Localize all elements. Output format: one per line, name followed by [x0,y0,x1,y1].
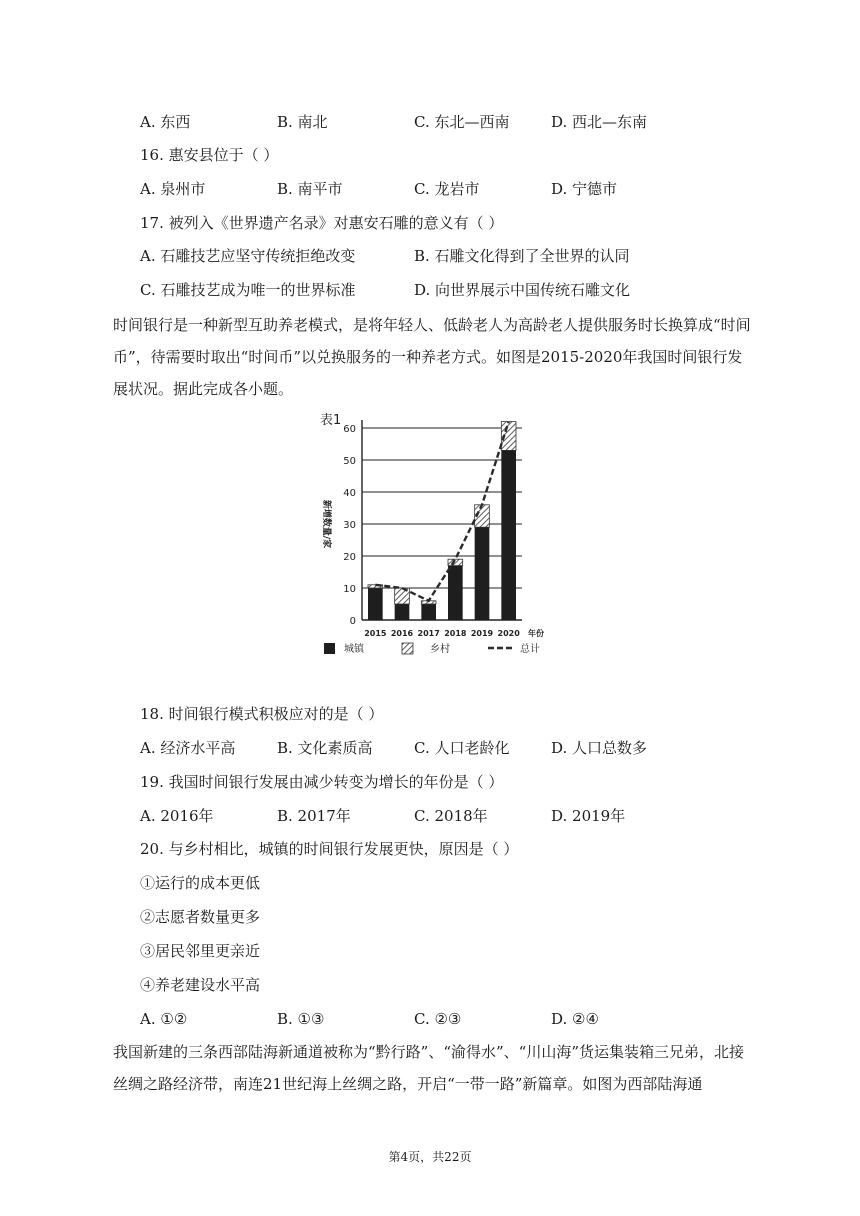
y-axis-label: 新增数量/家 [321,499,331,549]
q16-option-b: B. 南平市 [277,180,343,198]
q20-item-4: ④养老建设水平高 [140,976,261,994]
passage-time-bank: 时间银行是一种新型互助养老模式，是将年轻人、低龄老人为高龄老人提供服务时长换算成“时间币”，待需要时取出“时间币”以兑换服务的一种养老方式。如图是2015-2020年我国时间银行发展状况。据此完成各小题。 [113,316,751,398]
q17-option-b: B. 石雕文化得到了全世界的认同 [414,247,630,265]
legend-label-rural: 乡村 [430,644,450,655]
bar-urban [501,450,516,620]
q19-stem: 19. 我国时间银行发展由减少转变为增长的年份是（ ） [140,773,504,791]
q18-option-d: D. 人口总数多 [551,739,648,757]
q16-stem: 16. 惠安县位于（ ） [140,146,279,164]
bar-urban [421,604,436,620]
q20-option-d: D. ②④ [551,1010,599,1028]
chart-title: 表1 [320,413,342,428]
legend-label-total: 总计 [520,644,540,655]
q15-option-c: C. 东北—西南 [414,113,510,131]
bar-urban [395,604,410,620]
x-tick-label: 2017 [417,629,440,638]
x-axis-label: 年份 [528,629,544,638]
y-tick-label: 60 [343,424,356,435]
q17-option-a: A. 石雕技艺应坚守传统拒绝改变 [140,247,356,265]
q19-option-b: B. 2017年 [277,807,351,825]
bar-urban [448,566,463,620]
y-tick-label: 50 [343,456,356,467]
x-tick-label: 2015 [364,629,387,638]
passage-land-sea-corridor: 我国新建的三条西部陆海新通道被称为“黔行路”、“渝得水”、“川山海”货运集装箱三兄弟，北接丝绸之路经济带，南连21世纪海上丝绸之路，开启“一带一路”新篇章。如图为西部陆海通 [113,1043,745,1093]
q17-option-d: D. 向世界展示中国传统石雕文化 [414,281,631,299]
q18-option-a: A. 经济水平高 [140,739,236,757]
q18-stem: 18. 时间银行模式积极应对的是（ ） [140,705,384,723]
q19-option-c: C. 2018年 [414,807,488,825]
q20-stem: 20. 与乡村相比，城镇的时间银行发展更快，原因是（ ） [140,840,519,858]
time-bank-chart [310,408,550,670]
legend-swatch-urban [324,643,335,654]
q17-stem: 17. 被列入《世界遗产名录》对惠安石雕的意义有（ ） [140,214,504,232]
q15-option-b: B. 南北 [277,113,328,131]
y-tick-label: 20 [343,552,356,563]
bar-rural [448,559,463,565]
bar-urban [475,527,490,620]
q15-option-a: A. 东西 [140,113,191,131]
q20-option-c: C. ②③ [414,1010,462,1028]
q16-option-c: C. 龙岩市 [414,180,480,198]
q19-option-a: A. 2016年 [140,807,214,825]
y-tick-label: 10 [343,584,356,595]
q16-option-a: A. 泉州市 [140,180,206,198]
q18-option-b: B. 文化素质高 [277,739,373,757]
q20-item-3: ③居民邻里更亲近 [140,942,261,960]
y-tick-label: 0 [349,616,356,627]
q15-option-d: D. 西北—东南 [551,113,648,131]
q17-option-c: C. 石雕技艺成为唯一的世界标准 [140,281,356,299]
q18-option-c: C. 人口老龄化 [414,739,510,757]
q20-item-1: ①运行的成本更低 [140,874,261,892]
bar-urban [368,588,383,620]
x-tick-label: 2018 [444,629,467,638]
x-tick-label: 2016 [390,629,414,638]
page-footer: 第4页，共22页 [388,1150,472,1164]
y-tick-label: 40 [343,488,356,499]
x-tick-label: 2019 [470,629,494,638]
q19-option-d: D. 2019年 [551,807,626,825]
q20-item-2: ②志愿者数量更多 [140,908,261,926]
legend-label-urban: 城镇 [344,644,364,655]
x-tick-label: 2020 [497,629,520,638]
y-tick-label: 30 [343,520,356,531]
q20-option-a: A. ①② [140,1010,188,1028]
legend-swatch-rural [402,643,413,654]
q16-option-d: D. 宁德市 [551,180,618,198]
q20-option-b: B. ①③ [277,1010,325,1028]
